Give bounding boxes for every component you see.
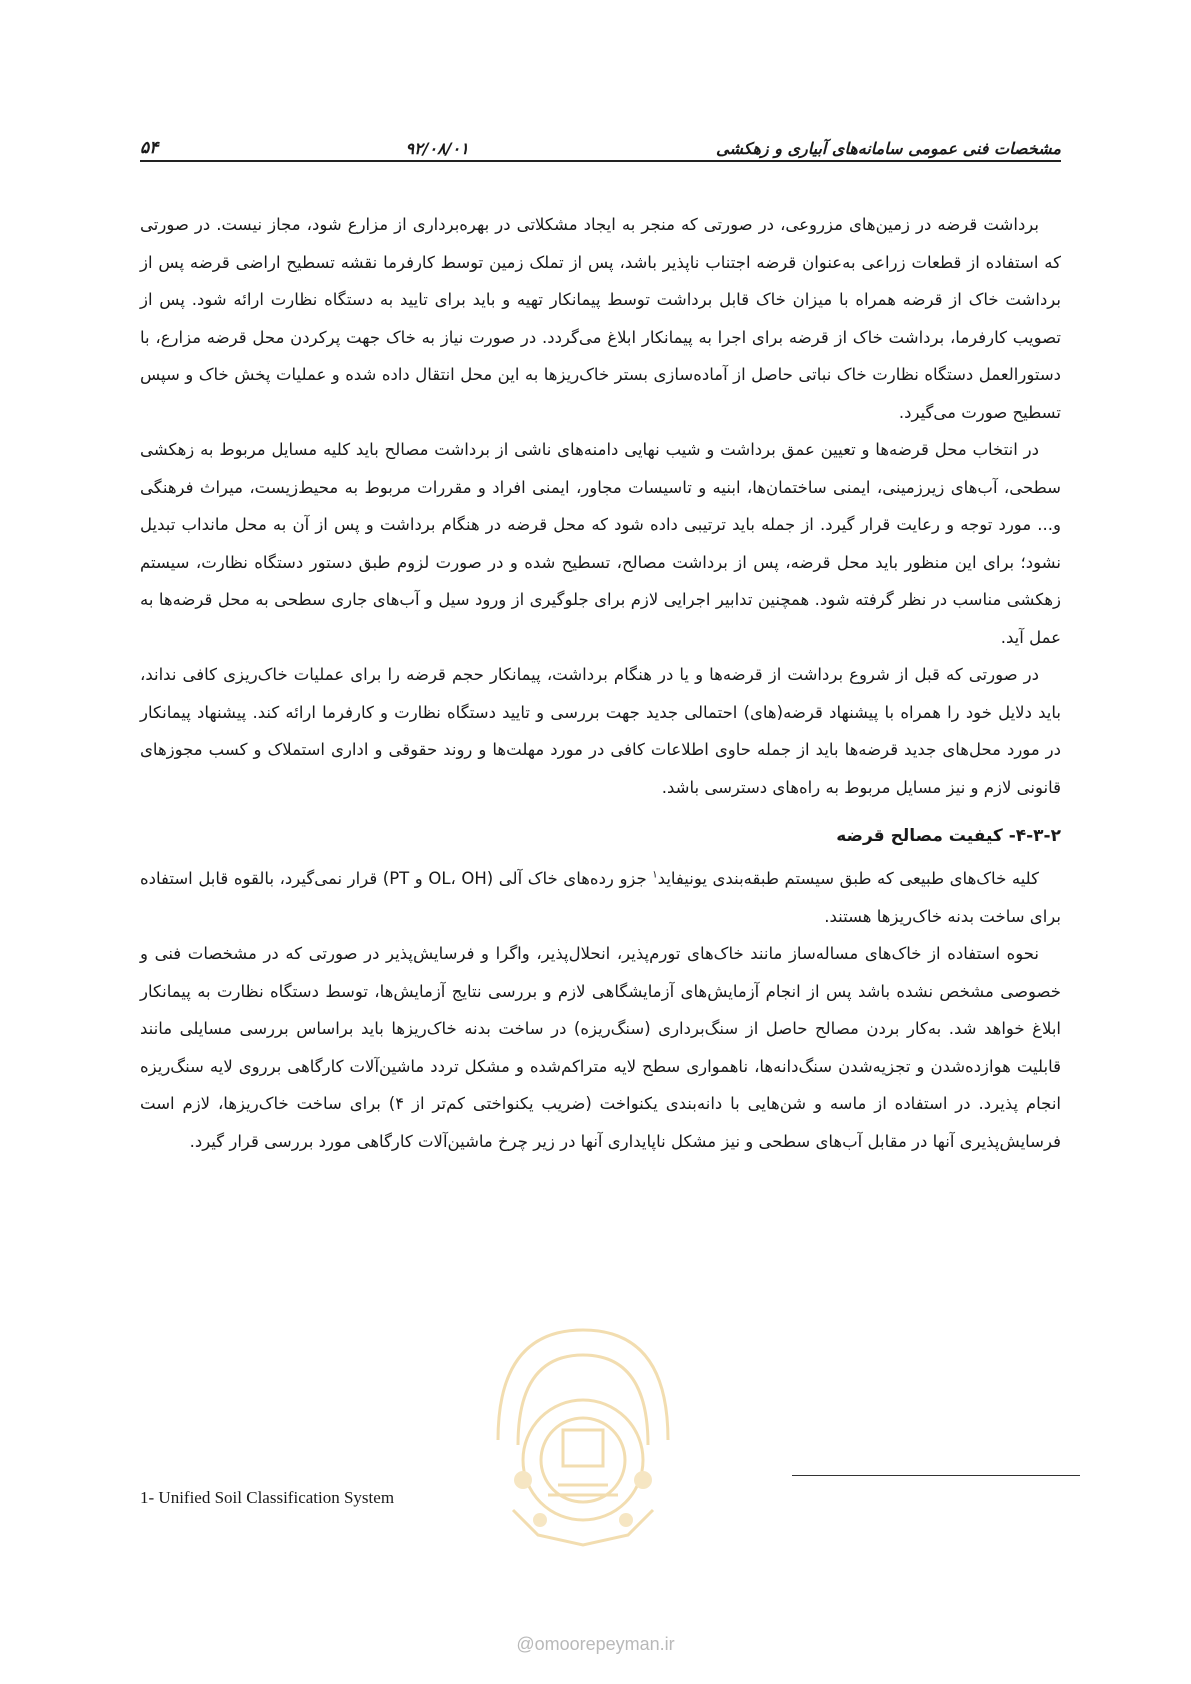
footnote: 1- Unified Soil Classification System <box>140 1488 395 1507</box>
paragraph-1: برداشت قرضه در زمین‌های مزروعی، در صورتی که منجر به ایجاد مشکلاتی در بهره‌برداری از مزارع شود، مجاز نیست. در صورتی که استفاده از قطعات زراعی به‌عنوان قرضه اجتناب ناپذیر باشد، پس از تملک زمین توسط کارفرما نقشه تسطیح اراضی قرضه پس از برداشت خاک از قرضه همراه با میزان خاک قابل برداشت توسط پیمانکار تهیه و باید برای تایید به دستگاه نظارت ارائه شود. پس از تصویب کارفرما، برداشت خاک از قرضه برای اجرا به پیمانکار ابلاغ می‌گردد. در صورت نیاز به خاک جهت پرکردن محل قرضه مزارع، با دستورالعمل دستگاه نظارت خاک نباتی حاصل از آماده‌سازی بستر خاک‌ریزها به این محل انتقال داده شده و عملیات پخش خاک و سپس تسطیح صورت می‌گیرد. <box>140 215 1061 422</box>
paragraph-3: در صورتی که قبل از شروع برداشت از قرضه‌ها و یا در هنگام برداشت، پیمانکار حجم قرضه را برای عملیات خاک‌ریزی کافی نداند، باید دلایل خود را همراه با پیشنهاد قرضه(های) احتمالی جدید جهت بررسی و تایید دستگاه نظارت و کارفرما ارائه کند. پیشنهاد پیمانکار در مورد محل‌های جدید قرضه‌ها باید از جمله حاوی اطلاعات کافی در مورد مهلت‌ها و روند حقوقی و اداری استملاک و کسب مجوزهای قانونی لازم و نیز مسایل مربوط به راه‌های دسترسی باشد. <box>140 665 1061 797</box>
paragraph-2: در انتخاب محل قرضه‌ها و تعیین عمق برداشت و شیب نهایی دامنه‌های ناشی از برداشت مصالح باید کلیه مسایل مربوط به زهکشی سطحی، آب‌های زیرزمینی، ایمنی ساختمان‌ها، ابنیه و تاسیسات مجاور، ایمنی افراد و مقررات مربوط به محیط‌زیست، میراث فرهنگی و... مورد توجه و رعایت قرار گیرد. از جمله باید ترتیبی داده شود که محل قرضه در هنگام برداشت و پس از آن به محل مانداب تبدیل نشود؛ برای این منظور باید محل قرضه، پس از برداشت مصالح، تسطیح شده و در صورت لزوم طبق دستور دستگاه نظارت، سیستم زهکشی مناسب در نظر گرفته شود. همچنین تدابیر اجرایی لازم برای جلوگیری از ورود سیل و آب‌های جاری سطحی به محل قرضه‌ها به عمل آید. <box>140 440 1061 647</box>
watermark-url <box>0 1634 1191 1655</box>
at-icon: @ <box>516 1634 535 1654</box>
page-header <box>140 128 1061 158</box>
header-title: مشخصات فنی عمومی سامانه‌های آبیاری و زهکشی <box>716 139 1061 158</box>
page-number: ۵۴ <box>140 138 159 158</box>
header-divider <box>140 160 1061 162</box>
watermark-url-text: omoorepeyman.ir <box>534 1634 675 1654</box>
section-paragraph-2: نحوه استفاده از خاک‌های مساله‌ساز مانند خاک‌های تورم‌پذیر، انحلال‌پذیر، واگرا و فرسایش‌پذیر در صورتی که در مشخصات فنی و خصوصی مشخص نشده باشد پس از انجام آزمایش‌های آزمایشگاهی لازم و بررسی نتایج آزمایش‌ها، توسط دستگاه نظارت به پیمانکار ابلاغ خواهد شد. به‌کار بردن مصالح حاصل از سنگ‌برداری (سنگ‌ریزه) در ساخت بدنه خاک‌ریزها باید براساس بررسی مسایلی مانند قابلیت هوازده‌شدن و تجزیه‌شدن سنگ‌دانه‌ها، ناهمواری سطح لایه متراکم‌شده و مشکل تردد ماشین‌آلات کارگاهی برروی لایه سنگ‌ریزه انجام پذیرد. در استفاده از ماسه و شن‌هایی با دانه‌بندی یکنواخت (ضریب یکنواختی کم‌تر از ۴) برای ساخت خاک‌ریزها، لازم است فرسایش‌پذیری آنها در مقابل آب‌های سطحی و نیز مشکل ناپایداری آنها در زیر چرخ ماشین‌آلات کارگاهی مورد بررسی قرار گیرد. <box>140 944 1062 1151</box>
section-paragraph-1-start: کلیه خاک‌های طبیعی که طبق سیستم طبقه‌بندی یونیفاید <box>657 869 1039 888</box>
seal-watermark-icon <box>478 1310 688 1560</box>
footnote-reference[interactable]: ۱ <box>652 869 658 881</box>
footnote-divider <box>792 1475 1080 1476</box>
section-heading: ۴-۳-۲- کیفیت مصالح قرضه <box>836 826 1061 846</box>
header-date: ۹۲/۰۸/۰۱ <box>405 139 469 158</box>
document-body <box>140 206 1061 1160</box>
section-paragraph-1-end: جزو رده‌های خاک آلی (OL، OH و PT) قرار نمی‌گیرد، بالقوه قابل استفاده برای ساخت بدنه خاک‌ریزها هستند. <box>140 869 1061 926</box>
section-paragraph-1 <box>140 860 1061 935</box>
